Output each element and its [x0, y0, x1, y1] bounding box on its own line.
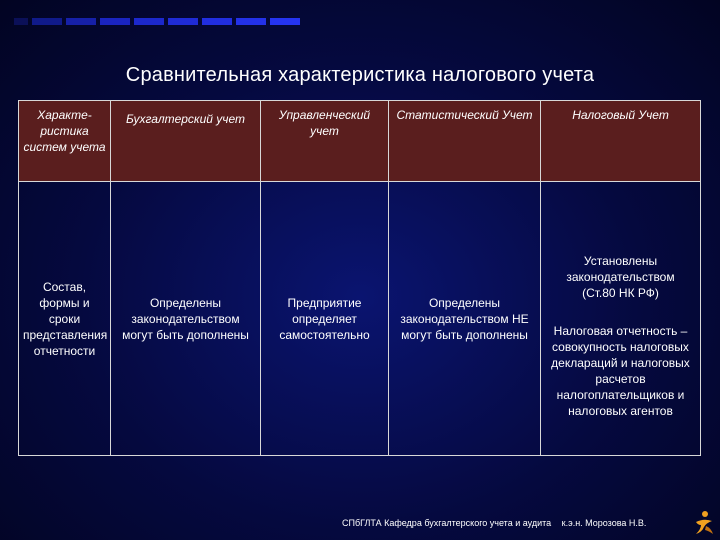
strip-segment [32, 18, 62, 25]
table-row [19, 182, 701, 456]
table-header-row [19, 101, 701, 182]
decorative-bar-strip [14, 18, 300, 25]
footer-author: к.э.н. Морозова Н.В. [561, 518, 647, 528]
header-cell-characteristics: Характе-ристика систем учета [19, 101, 111, 182]
cell-accounting: Определены законодательством могут быть дополнены [111, 182, 261, 456]
strip-segment [100, 18, 130, 25]
tax-legal-basis: Установлены законодательством (Ст.80 НК РФ) [566, 253, 675, 300]
strip-segment [134, 18, 164, 25]
strip-segment [270, 18, 300, 25]
footer [342, 518, 646, 528]
strip-segment [14, 18, 28, 25]
cell-statistical: Определены законодательством НЕ могут быть дополнены [389, 182, 541, 456]
strip-segment [168, 18, 198, 25]
header-cell-tax: Налоговый Учет [541, 101, 701, 182]
tax-reporting-definition: Налоговая отчетность – совокупность налоговых деклараций и налоговых расчетов налогоплательщиков и налоговых агентов [551, 323, 690, 418]
header-cell-statistical: Статистический Учет [389, 101, 541, 182]
cell-management: Предприятие определяет самостоятельно [261, 182, 389, 456]
strip-segment [236, 18, 266, 25]
comparison-table [18, 100, 701, 456]
cell-tax [541, 182, 701, 456]
footer-institution: СПбГЛТА Кафедра бухгалтерского учета и аудита [342, 518, 552, 528]
header-cell-accounting: Бухгалтерский учет [111, 101, 261, 182]
figure-logo-icon [692, 510, 716, 536]
row-label-reporting: Состав, формы и сроки представления отчетности [19, 182, 111, 456]
strip-segment [202, 18, 232, 25]
header-cell-management: Управленческий учет [261, 101, 389, 182]
page-title: Сравнительная характеристика налогового учета [125, 64, 595, 86]
strip-segment [66, 18, 96, 25]
